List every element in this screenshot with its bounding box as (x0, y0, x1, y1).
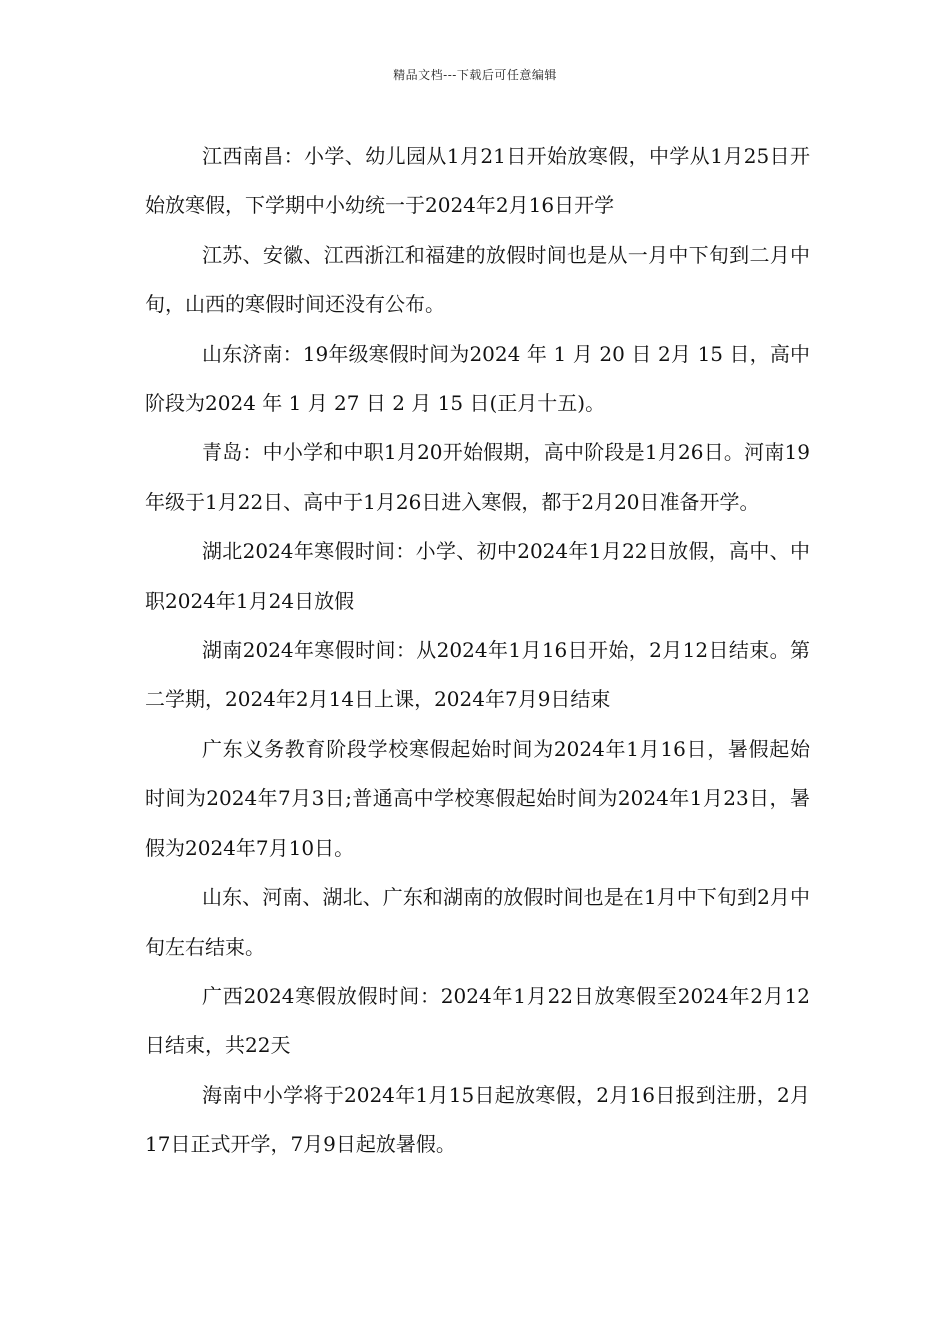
paragraph-hainan: 海南中小学将于2024年1月15日起放寒假，2月16日报到注册，2月17日正式开学，7月9日起放暑假。 (145, 1082, 810, 1157)
document-body (145, 132, 810, 1170)
paragraph-hubei: 湖北2024年寒假时间：小学、初中2024年1月22日放假，高中、中职2024年1月24日放假 (145, 539, 810, 613)
page-header: 精品文档---下载后可任意编辑 (393, 68, 557, 82)
paragraph-hunan: 湖南2024年寒假时间：从2024年1月16日开始，2月12日结束。第二学期，2024年2月14日上课，2024年7月9日结束 (145, 638, 810, 712)
paragraph-guangxi: 广西2024寒假放假时间：2024年1月22日放寒假至2024年2月12日结束，共22天 (145, 983, 810, 1058)
paragraph-summary: 山东、河南、湖北、广东和湖南的放假时间也是在1月中下旬到2月中旬左右结束。 (145, 885, 810, 959)
paragraph-jiangsu-anhui: 江苏、安徽、江西浙江和福建的放假时间也是从一月中下旬到二月中旬，山西的寒假时间还没有公布。 (145, 242, 810, 317)
paragraph-jiangxi-nanchang: 江西南昌：小学、幼儿园从1月21日开始放寒假，中学从1月25日开始放寒假，下学期中小幼统一于2024年2月16日开学 (145, 144, 810, 218)
paragraph-qingdao-henan: 青岛：中小学和中职1月20开始假期，高中阶段是1月26日。河南19年级于1月22日、高中于1月26日进入寒假，都于2月20日准备开学。 (145, 440, 810, 514)
paragraph-shandong-jinan: 山东济南：19年级寒假时间为2024 年 1 月 20 日 2月 15 日，高中阶段为2024 年 1 月 27 日 2 月 15 日(正月十五)。 (145, 341, 810, 416)
paragraph-guangdong: 广东义务教育阶段学校寒假起始时间为2024年1月16日，暑假起始时间为2024年7月3日;普通高中学校寒假起始时间为2024年1月23日，暑假为2024年7月10日。 (145, 736, 810, 860)
